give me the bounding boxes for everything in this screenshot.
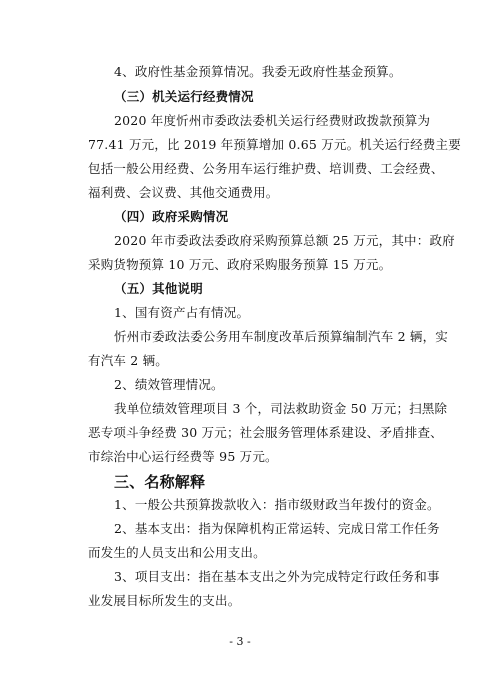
paragraph-vehicles-2: 有汽车 2 辆。 xyxy=(88,353,168,368)
glossary-item-2-line2: 而发生的人员支出和公用支出。 xyxy=(88,545,266,560)
paragraph-operating-expenses-4: 福利费、会议费、其他交通费用。 xyxy=(88,185,279,200)
heading-procurement: （四）政府采购情况 xyxy=(114,209,229,224)
paragraph-operating-expenses-3: 包括一般公用经费、公务用车运行维护费、培训费、工会经费、 xyxy=(88,161,444,176)
heading-other-notes: （五）其他说明 xyxy=(114,281,203,296)
paragraph-performance-2: 恶专项斗争经费 30 万元；社会服务管理体系建设、矛盾排查、 xyxy=(88,425,443,440)
item-performance-management: 2、绩效管理情况。 xyxy=(114,377,224,392)
glossary-item-3-line2: 业发展目标所发生的支出。 xyxy=(88,593,241,608)
paragraph-govfund: 4、政府性基金预算情况。我委无政府性基金预算。 xyxy=(114,64,402,79)
paragraph-performance-3: 市综治中心运行经费等 95 万元。 xyxy=(88,449,278,464)
heading-operating-expenses: （三）机关运行经费情况 xyxy=(114,89,254,104)
paragraph-operating-expenses-2: 77.41 万元，比 2019 年预算增加 0.65 万元。机关运行经费主要 xyxy=(88,137,461,152)
paragraph-operating-expenses-1: 2020 年度忻州市委政法委机关运行经费财政拨款预算为 xyxy=(114,113,431,128)
item-state-assets: 1、国有资产占有情况。 xyxy=(114,305,250,320)
paragraph-procurement-2: 采购货物预算 10 万元、政府采购服务预算 15 万元。 xyxy=(88,257,392,272)
paragraph-procurement-1: 2020 年市委政法委政府采购预算总额 25 万元，其中：政府 xyxy=(114,233,455,248)
glossary-item-1: 1、一般公共预算拨款收入：指市级财政当年拨付的资金。 xyxy=(114,497,440,512)
glossary-item-2-line1: 2、基本支出：指为保障机构正常运转、完成日常工作任务 xyxy=(114,521,440,536)
page-number: - 3 - xyxy=(229,635,251,648)
paragraph-performance-1: 我单位绩效管理项目 3 个，司法救助资金 50 万元；扫黑除 xyxy=(114,401,448,416)
glossary-item-3-line1: 3、项目支出：指在基本支出之外为完成特定行政任务和事 xyxy=(114,569,440,584)
heading-glossary: 三、名称解释 xyxy=(114,473,206,491)
paragraph-vehicles-1: 忻州市委政法委公务用车制度改革后预算编制汽车 2 辆，实 xyxy=(114,329,449,344)
